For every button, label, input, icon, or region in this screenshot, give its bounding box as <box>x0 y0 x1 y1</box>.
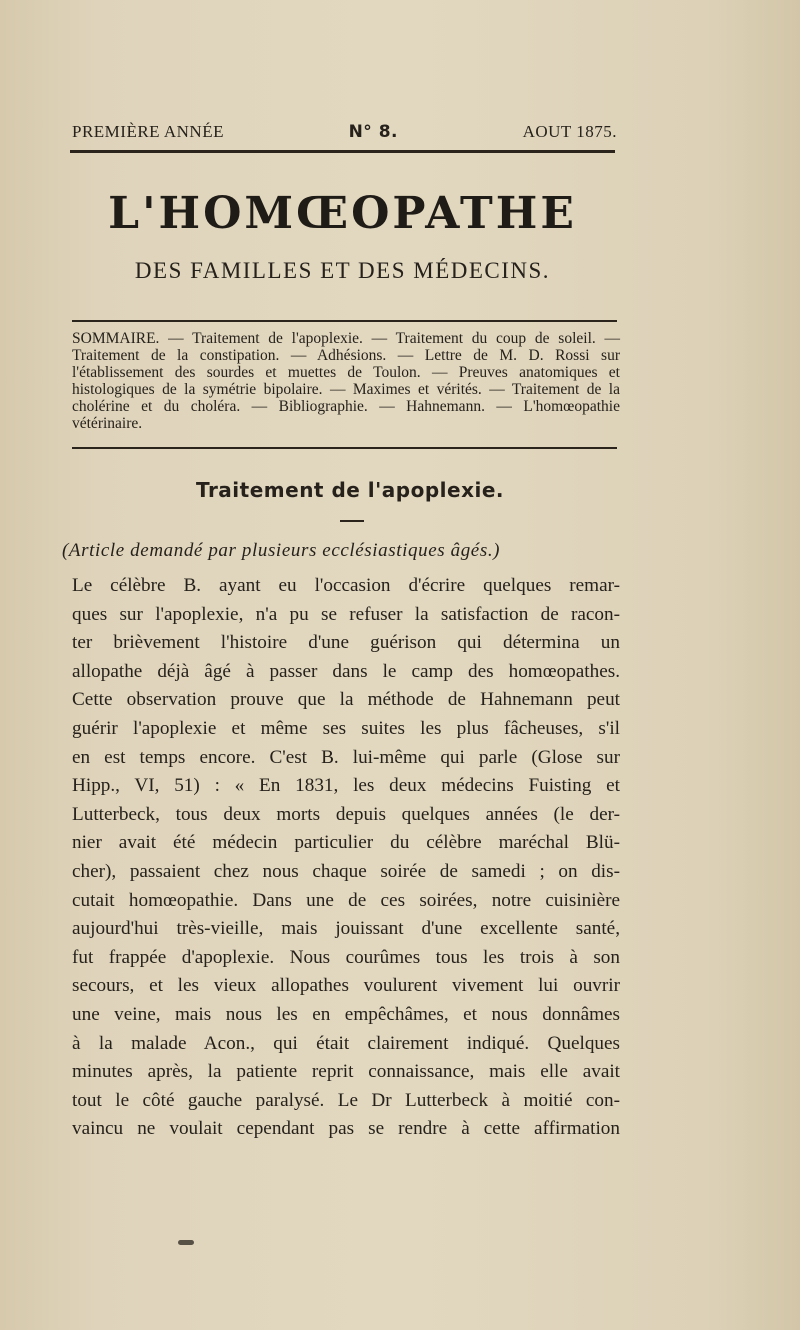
body-line: à la malade Acon., qui était clairement indiqué. Quelques <box>72 1032 620 1054</box>
header-rule <box>70 150 615 153</box>
body-line: tout le côté gauche paralysé. Le Dr Lutterbeck à moitié con- <box>72 1089 620 1111</box>
article-lead: (Article demandé par plusieurs ecclésiastiques âgés.) <box>62 540 501 561</box>
title-separator <box>340 520 364 522</box>
journal-subtitle: DES FAMILLES ET DES MÉDECINS. <box>134 258 551 283</box>
year-label: PREMIÈRE ANNÉE <box>72 122 224 141</box>
body-line: allopathe déjà âgé à passer dans le camp des homœopathes. <box>72 660 620 682</box>
body-line: Lutterbeck, tous deux morts depuis quelques années (le der- <box>72 803 620 825</box>
summary-bottom-rule <box>72 447 617 449</box>
body-line: cutait homœopathie. Dans une de ces soirées, notre cuisinière <box>72 889 620 911</box>
body-line: Le célèbre B. ayant eu l'occasion d'écrire quelques remar- <box>72 575 620 596</box>
body-line: Hipp., VI, 51) : « En 1831, les deux médecins Fuisting et <box>72 775 620 797</box>
body-line: vaincu ne voulait cependant pas se rendre à cette affirmation <box>72 1118 620 1140</box>
body-line: guérir l'apoplexie et même ses suites les plus fâcheuses, s'il <box>72 717 620 739</box>
journal-title: L'HOMŒOPATHE <box>108 188 577 239</box>
body-line: une veine, mais nous les en empêchâmes, et nous donnâmes <box>72 1003 620 1025</box>
body-line: ter brièvement l'histoire d'une guérison qui détermina un <box>72 632 620 654</box>
body-line: Cette observation prouve que la méthode de Hahnemann peut <box>72 689 620 711</box>
body-line: ques sur l'apoplexie, n'a pu se refuser la satisfaction de racon- <box>72 603 620 625</box>
issue-header <box>72 122 617 142</box>
body-line: nier avait été médecin particulier du célèbre maréchal Blü- <box>72 832 620 854</box>
body-line: secours, et les vieux allopathes voulurent vivement lui ouvrir <box>72 975 620 997</box>
body-line: cher), passaient chez nous chaque soirée de samedi ; on dis- <box>72 860 620 882</box>
body-line: minutes après, la patiente reprit connaissance, mais elle avait <box>72 1061 620 1083</box>
summary-top-rule <box>72 320 617 322</box>
body-line: fut frappée d'apoplexie. Nous courûmes tous les trois à son <box>72 946 620 968</box>
ink-blot <box>178 1240 194 1245</box>
issue-date: AOUT 1875. <box>522 122 617 141</box>
summary-block: SOMMAIRE. — Traitement de l'apoplexie. — Traitement du coup de soleil. — Traitement de la constipation. — Adhésions. — Lettre de M. D. Rossi sur l'établissement des sourdes et muettes de Toulon. — Preuves anatomiques et histologiques de la symétrie bipolaire. — Maximes et vérités. — Traitement de la cholérine et du choléra. — Bibliographie. — Hahnemann. — L'homœopathie vétérinaire. <box>72 330 620 432</box>
article-title: Traitement de l'apoplexie. <box>196 478 504 502</box>
body-line: aujourd'hui très-vieille, mais jouissant d'une excellente santé, <box>72 918 620 940</box>
article-body <box>72 572 620 1144</box>
issue-number: N° 8. <box>348 122 398 142</box>
body-line: en est temps encore. C'est B. lui-même qui parle (Glose sur <box>72 746 620 768</box>
